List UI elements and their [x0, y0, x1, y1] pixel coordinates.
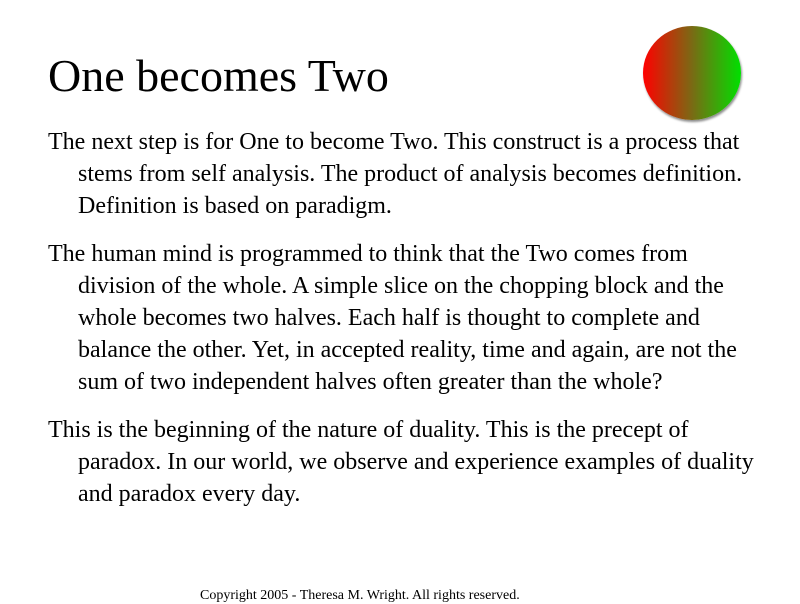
slide-body: [48, 126, 768, 526]
paragraph-one-becomes-two: The next step is for One to become Two. This construct is a process that stems from self analysis. The product of analysis becomes definition. Definition is based on paradigm.: [48, 129, 743, 219]
copyright-notice: Copyright 2005 - Theresa M. Wright. All rights reserved.: [200, 588, 520, 603]
paragraph-duality: This is the beginning of the nature of duality. This is the precept of paradox. In our world, we observe and experience examples of duality and paradox every day.: [48, 417, 754, 507]
paragraph-human-mind: The human mind is programmed to think that the Two comes from division of the whole. A simple slice on the chopping block and the whole becomes two halves. Each half is thought to complete and balance the other. Yet, in accepted reality, time and again, are not the sum of two independent halves often greater than the whole?: [48, 241, 737, 395]
gradient-orb-icon: [643, 26, 741, 120]
slide-title: One becomes Two: [48, 50, 389, 101]
